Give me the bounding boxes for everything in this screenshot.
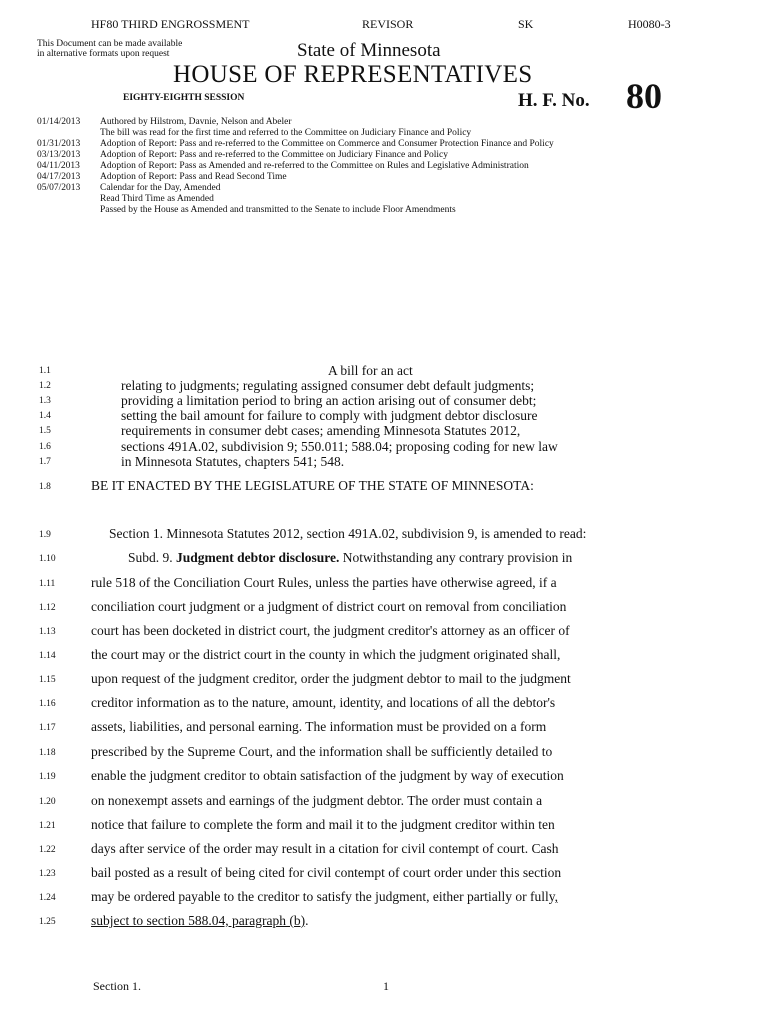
history-text: Calendar for the Day, Amended [100,183,221,193]
statute-line [0,671,770,691]
line-number: 1.8 [39,482,51,492]
chamber-title: HOUSE OF REPRESENTATIVES [173,61,533,88]
statute-text: may be ordered payable to the creditor to satisfy the judgment, either partially or fully [91,889,555,904]
history-date: 01/31/2013 [37,139,81,149]
line-number: 1.16 [39,699,56,709]
statute-line [0,719,770,739]
history-text: Adoption of Report: Pass and re-referred to the Committee on Commerce and Consumer Protection Finance and Policy [100,139,554,149]
history-row [0,183,770,194]
history-row [0,205,770,216]
subdivision-heading [128,550,572,566]
line-number: 1.3 [39,396,51,406]
statute-line [0,599,770,619]
act-title-line [0,423,770,438]
statute-text: assets, liabilities, and personal earning. The information must be provided on a form [91,719,547,734]
state-title: State of Minnesota [297,40,441,61]
statute-text: notice that failure to complete the form and mail it to the judgment creditor within ten [91,817,555,832]
subdivision-number: Subd. 9. [128,550,173,565]
hf-label: H. F. No. [518,90,590,111]
subdivision-text: Notwithstanding any contrary provision in [342,550,573,565]
history-text: Read Third Time as Amended [100,194,214,204]
history-text: Adoption of Report: Pass as Amended and re-referred to the Committee on Rules and Legislative Administration [100,161,529,171]
line-number: 1.20 [39,797,56,807]
line-number: 1.25 [39,917,56,927]
statute-text-end: . [305,913,309,928]
inserted-comma: , [554,889,558,904]
act-title-line [0,378,770,393]
act-title-line [0,454,770,469]
line-number: 1.17 [39,723,56,733]
statute-line [0,889,770,909]
history-date: 03/13/2013 [37,150,81,160]
statute-text: on nonexempt assets and earnings of the judgment debtor. The order must contain a [91,793,543,808]
line-number: 1.22 [39,845,56,855]
line-number: 1.11 [39,579,56,589]
footer-section-label: Section 1. [93,979,141,993]
act-title-text: relating to judgments; regulating assigned consumer debt default judgments; [121,378,535,393]
subdivision-heading-row [0,550,770,570]
subdivision-title: Judgment debtor disclosure. [176,550,340,565]
statute-text: the court may or the district court in the county in which the judgment originated shall, [91,647,561,662]
statute-line [0,817,770,837]
statute-line [0,647,770,667]
history-text: Passed by the House as Amended and transmitted to the Senate to include Floor Amendments [100,205,456,215]
statute-text: court has been docketed in district court, the judgment creditor's attorney as an officer of [91,623,570,638]
line-number: 1.4 [39,411,51,421]
statute-text: conciliation court judgment or a judgment of district court on removal from conciliation [91,599,567,614]
line-number: 1.10 [39,554,56,564]
enacting-clause-row [0,478,770,498]
history-row [0,128,770,139]
line-number: 1.18 [39,748,56,758]
line-number: 1.15 [39,675,56,685]
statute-line [0,768,770,788]
line-number: 1.1 [39,366,51,376]
line-number: 1.23 [39,869,56,879]
statute-line [0,793,770,813]
statute-line [0,865,770,885]
history-row [0,161,770,172]
session-label: EIGHTY-EIGHTH SESSION [123,93,245,103]
history-row [0,172,770,183]
line-number: 1.14 [39,651,56,661]
line-number: 1.12 [39,603,56,613]
act-title-line [0,393,770,408]
running-header-initials: SK [518,17,534,31]
section-intro-row [0,526,770,546]
history-text: Adoption of Report: Pass and re-referred to the Committee on Judiciary Finance and Policy [100,150,448,160]
statute-text: creditor information as to the nature, amount, identity, and locations of all the debtor's [91,695,556,710]
line-number: 1.21 [39,821,56,831]
statute-text-final [91,913,308,929]
availability-note-line2: in alternative formats upon request [37,49,170,59]
statute-line [0,841,770,861]
history-text: Authored by Hilstrom, Davnie, Nelson and Abeler [100,117,292,127]
history-row [0,139,770,150]
running-header-doc-code: H0080-3 [628,17,671,31]
act-title-line [0,439,770,454]
statute-text-with-insertion [91,889,558,905]
history-text: The bill was read for the first time and referred to the Committee on Judiciary Finance and Policy [100,128,472,138]
history-text: Adoption of Report: Pass and Read Second Time [100,172,287,182]
statute-line [0,575,770,595]
statute-line [0,913,770,933]
line-number: 1.9 [39,530,51,540]
line-number: 1.19 [39,772,56,782]
statute-text: prescribed by the Supreme Court, and the information shall be sufficiently detailed to [91,744,553,759]
history-row [0,194,770,205]
running-header-bill-id: HF80 THIRD ENGROSSMENT [91,17,250,31]
statute-line [0,623,770,643]
hf-number: 80 [626,76,662,116]
act-title-text: providing a limitation period to bring an action arising out of consumer debt; [121,393,537,408]
line-number: 1.5 [39,426,51,436]
history-date: 05/07/2013 [37,183,81,193]
act-title-text: setting the bail amount for failure to comply with judgment debtor disclosure [121,408,538,423]
running-header-office: REVISOR [362,17,414,31]
act-heading: A bill for an act [328,363,413,378]
act-title-line [0,408,770,423]
line-number: 1.24 [39,893,56,903]
statute-text: bail posted as a result of being cited for civil contempt of court order under this section [91,865,562,880]
page-number: 1 [383,979,389,993]
line-number: 1.6 [39,442,51,452]
history-date: 04/17/2013 [37,172,81,182]
statute-line [0,744,770,764]
act-title-text: requirements in consumer debt cases; amending Minnesota Statutes 2012, [121,423,521,438]
statute-text: upon request of the judgment creditor, order the judgment debtor to mail to the judgment [91,671,571,686]
act-title-text: sections 491A.02, subdivision 9; 550.011; 588.04; proposing coding for new law [121,439,558,454]
act-heading-row [0,363,770,378]
line-number: 1.2 [39,381,51,391]
history-row [0,150,770,161]
history-row [0,117,770,128]
act-title-text: in Minnesota Statutes, chapters 541; 548. [121,454,345,469]
history-date: 04/11/2013 [37,161,80,171]
statute-text: rule 518 of the Conciliation Court Rules, unless the parties have otherwise agreed, if a [91,575,557,590]
statute-line [0,695,770,715]
enacting-clause: BE IT ENACTED BY THE LEGISLATURE OF THE STATE OF MINNESOTA: [91,478,534,493]
statute-text: enable the judgment creditor to obtain satisfaction of the judgment by way of execution [91,768,564,783]
history-date: 01/14/2013 [37,117,81,127]
line-number: 1.13 [39,627,56,637]
availability-note-line1: This Document can be made available [37,39,183,49]
line-number: 1.7 [39,457,51,467]
statute-text: days after service of the order may result in a citation for civil contempt of court. Cash [91,841,559,856]
section-intro: Section 1. Minnesota Statutes 2012, section 491A.02, subdivision 9, is amended to read: [109,526,587,541]
inserted-text: subject to section 588.04, paragraph (b) [91,913,306,928]
